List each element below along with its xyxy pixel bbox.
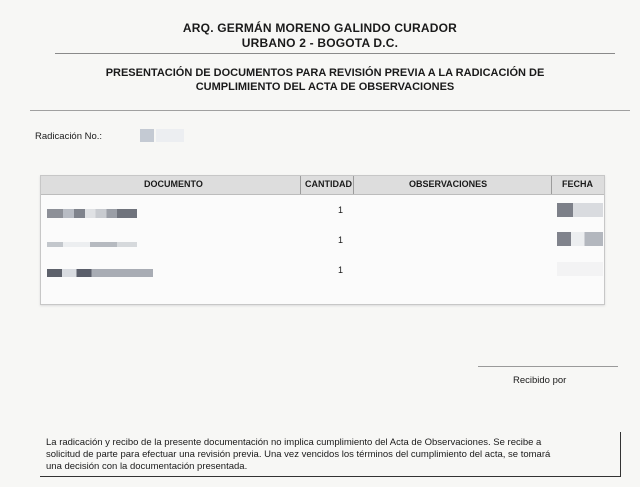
header-fecha: FECHA [562,179,593,189]
issuer-location: URBANO 2 - BOGOTA D.C. [241,36,399,50]
disclaimer-line: solicitud de parte para efectuar una revisión previa. Una vez vencidos los términos del cumplimiento del acta, se tomará [46,449,551,460]
documents-table [40,175,605,305]
header-observaciones: OBSERVACIONES [409,179,488,189]
column-divider [300,176,301,194]
document-subtitle: CUMPLIMIENTO DEL ACTA DE OBSERVACIONES [195,81,455,93]
disclaimer-line: una decisión con la documentación presentada. [46,461,248,472]
quantity-cell: 1 [338,265,344,275]
redacted-document-name [47,242,137,247]
quantity-cell: 1 [338,205,344,215]
radicacion-label: Radicación No.: [35,131,103,142]
header-divider [55,53,615,54]
signature-line [478,366,618,367]
column-divider [353,176,354,194]
table-header-row [41,176,604,195]
redacted-date [557,262,603,276]
redacted-document-name [47,209,137,218]
redacted-document-name [47,269,153,277]
redacted-date [557,203,603,217]
received-by-label: Recibido por [513,375,567,386]
header-cantidad: CANTIDAD [305,179,352,189]
issuer-name: ARQ. GERMÁN MORENO GALINDO CURADOR [182,21,458,35]
document-title: PRESENTACIÓN DE DOCUMENTOS PARA REVISIÓN PREVIA A LA RADICACIÓN DE [105,67,545,79]
quantity-cell: 1 [338,235,344,245]
title-divider [30,110,630,111]
redacted-date [557,232,603,246]
radicacion-redacted-value [140,129,154,142]
header-documento: DOCUMENTO [144,179,203,189]
disclaimer-line: La radicación y recibo de la presente documentación no implica cumplimiento del Acta de Observaciones. Se recibe a [46,437,542,448]
header-fecha-cell [549,176,603,194]
radicacion-redacted-value-faint [156,129,184,142]
disclaimer-box [40,432,621,477]
